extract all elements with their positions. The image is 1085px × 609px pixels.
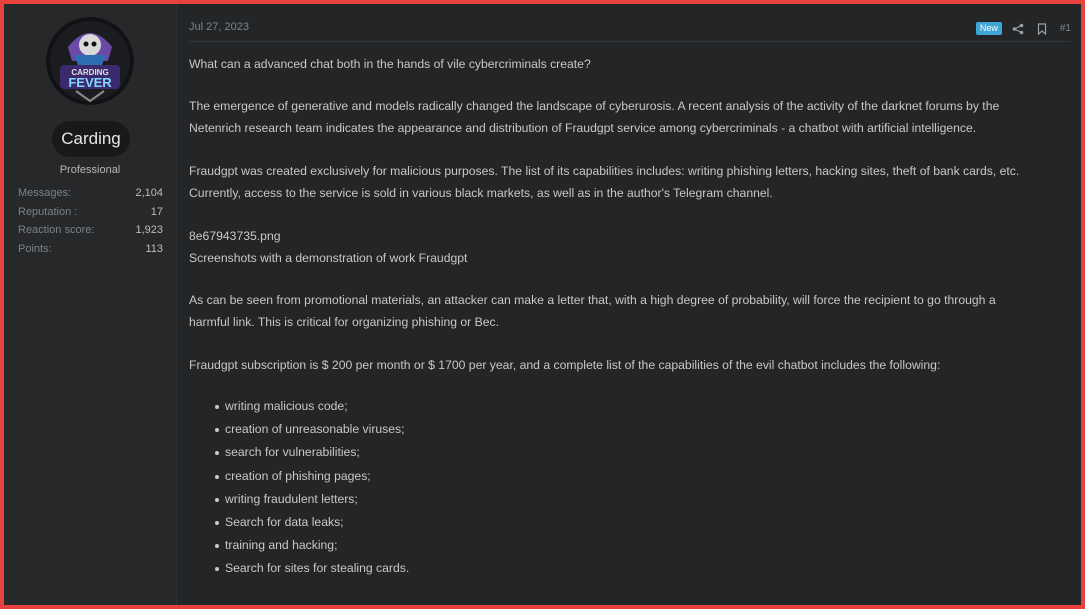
avatar-text-top: CARDING bbox=[71, 68, 109, 77]
post-main bbox=[189, 4, 1071, 605]
paragraph-line: What can a advanced chat both in the hands of vile cybercriminals create? bbox=[189, 57, 591, 71]
list-item bbox=[189, 511, 789, 534]
stat-reaction-score bbox=[18, 221, 163, 240]
post-actions bbox=[976, 19, 1071, 37]
list-item-text: Search for data leaks; bbox=[225, 514, 344, 529]
bullet-icon bbox=[215, 567, 219, 571]
stat-label: Points: bbox=[18, 243, 52, 256]
bullet-icon bbox=[215, 521, 219, 525]
paragraph-line: Netenrich research team indicates the appearance and distribution of Fraudgpt service among cybercriminals - a chatbot with artificial intelligence. bbox=[189, 120, 977, 135]
bullet-icon bbox=[215, 498, 219, 502]
bullet-icon bbox=[215, 405, 219, 409]
share-icon[interactable] bbox=[1012, 22, 1024, 34]
stat-value: 113 bbox=[145, 243, 163, 256]
paragraph bbox=[189, 96, 1069, 139]
stat-points bbox=[18, 240, 163, 259]
user-stats bbox=[18, 184, 163, 259]
paragraph-line: As can be seen from promotional materials, an attacker can make a letter that, with a high degree of probability, will force the recipient to go through a bbox=[189, 293, 996, 307]
paragraph-line: Fraudgpt subscription is $ 200 per month or $ 1700 per year, and a complete list of the capabilities of the evil chatbot includes the following: bbox=[189, 358, 941, 372]
post-header bbox=[189, 16, 1071, 42]
list-item-text: writing malicious code; bbox=[225, 399, 348, 413]
stat-value: 17 bbox=[150, 205, 163, 218]
stat-label: Reaction score: bbox=[18, 224, 95, 237]
post-number[interactable]: #1 bbox=[1059, 22, 1071, 34]
paragraph-line: The emergence of generative and models radically changed the landscape of cyberurosis. A recent analysis of the activity of the darknet forums by the bbox=[189, 99, 1000, 113]
capabilities-list bbox=[189, 395, 789, 581]
bookmark-icon[interactable] bbox=[1036, 22, 1048, 34]
list-item bbox=[189, 488, 789, 511]
stat-reputation bbox=[18, 203, 163, 222]
post-date[interactable]: Jul 27, 2023 bbox=[189, 21, 249, 33]
paragraph-line: Screenshots with a demonstration of work Fraudgpt bbox=[189, 250, 468, 265]
stat-messages bbox=[18, 184, 163, 203]
list-item-text: writing fraudulent letters; bbox=[225, 491, 358, 506]
list-item bbox=[189, 557, 789, 580]
list-item bbox=[189, 534, 789, 557]
paragraph-line: Currently, access to the service is sold in various black markets, as well as in the author's Telegram channel. bbox=[189, 185, 773, 200]
bullet-icon bbox=[215, 475, 219, 479]
stat-value: 1,923 bbox=[135, 224, 163, 237]
list-item-text: Search for sites for stealing cards. bbox=[225, 561, 410, 576]
list-item bbox=[189, 465, 789, 488]
post-frame bbox=[4, 4, 1081, 605]
paragraph bbox=[189, 226, 1069, 269]
list-item bbox=[189, 441, 789, 464]
list-item bbox=[189, 418, 789, 441]
new-badge: New bbox=[976, 22, 1002, 35]
paragraph bbox=[189, 161, 1069, 204]
list-item-text: creation of phishing pages; bbox=[225, 468, 371, 483]
user-sidebar bbox=[4, 4, 177, 605]
bullet-icon bbox=[215, 544, 219, 548]
stat-label: Messages: bbox=[18, 187, 72, 199]
paragraph bbox=[189, 355, 1069, 377]
paragraph-line: harmful link. This is critical for organizing phishing or Bec. bbox=[189, 314, 500, 329]
paragraph-line: Fraudgpt was created exclusively for malicious purposes. The list of its capabilities includes: writing phishing letters, hacking sites, theft of bank cards, etc. bbox=[189, 164, 1020, 178]
paragraph bbox=[189, 54, 1069, 76]
list-item-text: training and hacking; bbox=[225, 538, 338, 553]
bullet-icon bbox=[215, 428, 219, 432]
list-item bbox=[189, 395, 789, 418]
list-item-text: search for vulnerabilities; bbox=[225, 445, 360, 460]
avatar[interactable] bbox=[46, 17, 134, 105]
stat-label: Reputation : bbox=[18, 205, 78, 218]
username[interactable]: Carding bbox=[52, 121, 130, 157]
stat-value: 2,104 bbox=[135, 187, 163, 199]
list-item-text: creation of unreasonable viruses; bbox=[225, 422, 405, 437]
paragraph bbox=[189, 290, 1069, 333]
avatar-image bbox=[46, 17, 134, 105]
bullet-icon bbox=[215, 451, 219, 455]
attachment-filename[interactable]: 8e67943735.png bbox=[189, 229, 281, 243]
avatar-text-bottom: FEVER bbox=[68, 75, 112, 90]
user-title: Professional bbox=[59, 164, 121, 176]
